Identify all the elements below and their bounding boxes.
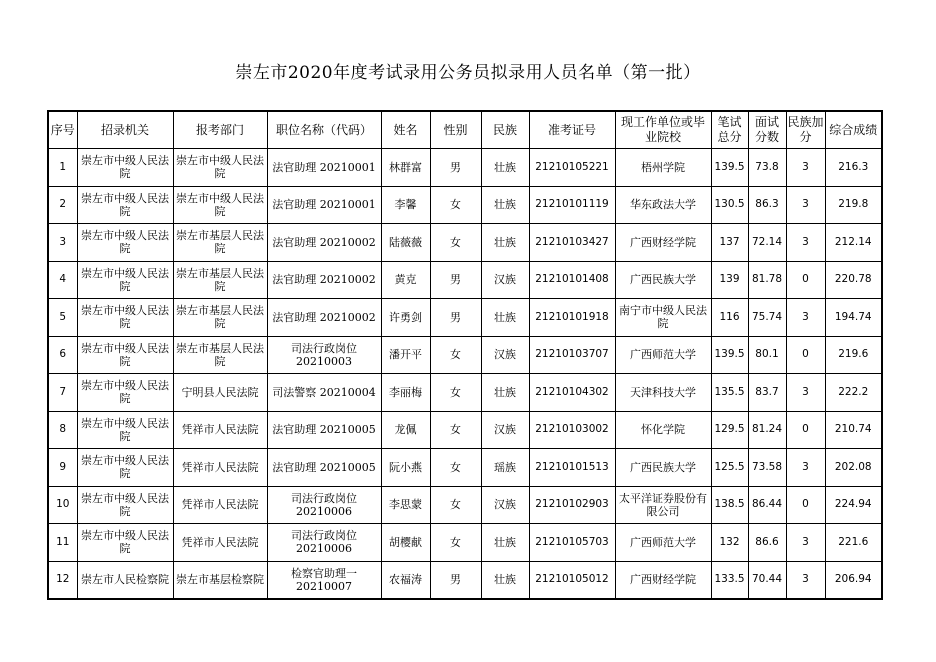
cell-index: 1	[48, 149, 77, 187]
cell-agency: 崇左市中级人民法院	[77, 524, 173, 562]
cell-name: 李丽梅	[381, 374, 430, 412]
cell-department: 凭祥市人民法院	[173, 524, 267, 562]
cell-exam-id: 21210105012	[529, 561, 615, 599]
cell-interview-score: 81.24	[748, 411, 786, 449]
cell-index: 9	[48, 449, 77, 487]
cell-ethnic-bonus: 0	[786, 486, 825, 524]
table-row	[48, 336, 882, 374]
cell-written-score: 139.5	[711, 149, 748, 187]
cell-position: 法官助理 20210001	[267, 149, 381, 187]
cell-gender: 男	[430, 149, 481, 187]
cell-index: 2	[48, 186, 77, 224]
cell-ethnicity: 壮族	[481, 149, 529, 187]
cell-position: 检察官助理一 20210007	[267, 561, 381, 599]
cell-interview-score: 86.6	[748, 524, 786, 562]
cell-index: 6	[48, 336, 77, 374]
cell-exam-id: 21210103002	[529, 411, 615, 449]
applicant-table	[47, 110, 883, 600]
cell-ethnicity: 汉族	[481, 486, 529, 524]
cell-total-score: 202.08	[825, 449, 882, 487]
cell-written-score: 138.5	[711, 486, 748, 524]
cell-school: 广西财经学院	[615, 561, 711, 599]
cell-department: 宁明县人民法院	[173, 374, 267, 412]
cell-total-score: 219.8	[825, 186, 882, 224]
col-header-ethnicity: 民族	[481, 111, 529, 149]
cell-interview-score: 72.14	[748, 224, 786, 262]
cell-exam-id: 21210105703	[529, 524, 615, 562]
cell-ethnicity: 汉族	[481, 261, 529, 299]
cell-interview-score: 80.1	[748, 336, 786, 374]
cell-department: 崇左市中级人民法院	[173, 186, 267, 224]
col-header-exam-id: 准考证号	[529, 111, 615, 149]
cell-agency: 崇左市中级人民法院	[77, 186, 173, 224]
cell-written-score: 129.5	[711, 411, 748, 449]
cell-exam-id: 21210101119	[529, 186, 615, 224]
col-header-index: 序号	[48, 111, 77, 149]
cell-position: 法官助理 20210001	[267, 186, 381, 224]
cell-name: 胡樱献	[381, 524, 430, 562]
cell-total-score: 220.78	[825, 261, 882, 299]
cell-school: 广西民族大学	[615, 261, 711, 299]
cell-school: 梧州学院	[615, 149, 711, 187]
table-row	[48, 411, 882, 449]
table-row	[48, 449, 882, 487]
cell-school: 华东政法大学	[615, 186, 711, 224]
cell-agency: 崇左市中级人民法院	[77, 299, 173, 337]
cell-department: 崇左市基层人民法院	[173, 336, 267, 374]
cell-ethnic-bonus: 0	[786, 411, 825, 449]
cell-interview-score: 86.3	[748, 186, 786, 224]
col-header-school: 现工作单位或毕业院校	[615, 111, 711, 149]
cell-ethnicity: 瑶族	[481, 449, 529, 487]
cell-school: 怀化学院	[615, 411, 711, 449]
cell-agency: 崇左市中级人民法院	[77, 374, 173, 412]
cell-interview-score: 86.44	[748, 486, 786, 524]
cell-gender: 女	[430, 224, 481, 262]
col-header-total-score: 综合成绩	[825, 111, 882, 149]
cell-total-score: 221.6	[825, 524, 882, 562]
cell-ethnicity: 壮族	[481, 186, 529, 224]
cell-ethnic-bonus: 3	[786, 374, 825, 412]
table-row	[48, 561, 882, 599]
table-row	[48, 486, 882, 524]
cell-gender: 男	[430, 261, 481, 299]
cell-department: 崇左市基层人民法院	[173, 224, 267, 262]
cell-gender: 女	[430, 411, 481, 449]
cell-position: 法官助理 20210002	[267, 299, 381, 337]
table-row	[48, 374, 882, 412]
cell-written-score: 133.5	[711, 561, 748, 599]
cell-interview-score: 73.58	[748, 449, 786, 487]
cell-total-score: 206.94	[825, 561, 882, 599]
cell-written-score: 132	[711, 524, 748, 562]
cell-gender: 女	[430, 524, 481, 562]
cell-gender: 女	[430, 449, 481, 487]
cell-index: 12	[48, 561, 77, 599]
cell-school: 广西师范大学	[615, 336, 711, 374]
cell-ethnic-bonus: 3	[786, 524, 825, 562]
table-header-row	[48, 111, 882, 149]
cell-exam-id: 21210101513	[529, 449, 615, 487]
col-header-agency: 招录机关	[77, 111, 173, 149]
cell-written-score: 135.5	[711, 374, 748, 412]
cell-name: 许勇剑	[381, 299, 430, 337]
cell-department: 凭祥市人民法院	[173, 411, 267, 449]
col-header-position: 职位名称（代码）	[267, 111, 381, 149]
cell-index: 3	[48, 224, 77, 262]
cell-name: 阮小燕	[381, 449, 430, 487]
cell-name: 陆薇薇	[381, 224, 430, 262]
cell-ethnicity: 壮族	[481, 561, 529, 599]
cell-index: 7	[48, 374, 77, 412]
cell-index: 4	[48, 261, 77, 299]
cell-interview-score: 70.44	[748, 561, 786, 599]
table-row	[48, 524, 882, 562]
cell-gender: 女	[430, 336, 481, 374]
cell-exam-id: 21210104302	[529, 374, 615, 412]
cell-agency: 崇左市中级人民法院	[77, 449, 173, 487]
cell-name: 黄克	[381, 261, 430, 299]
cell-department: 凭祥市人民法院	[173, 486, 267, 524]
cell-interview-score: 83.7	[748, 374, 786, 412]
document-title: 崇左市2020年度考试录用公务员拟录用人员名单（第一批）	[235, 63, 701, 83]
cell-name: 龙佩	[381, 411, 430, 449]
cell-total-score: 219.6	[825, 336, 882, 374]
cell-position: 司法警察 20210004	[267, 374, 381, 412]
cell-name: 潘开平	[381, 336, 430, 374]
cell-ethnic-bonus: 0	[786, 261, 825, 299]
cell-ethnicity: 壮族	[481, 224, 529, 262]
cell-gender: 男	[430, 299, 481, 337]
cell-ethnicity: 汉族	[481, 336, 529, 374]
cell-position: 司法行政岗位 20210006	[267, 486, 381, 524]
table-row	[48, 224, 882, 262]
cell-department: 崇左市基层人民法院	[173, 261, 267, 299]
cell-gender: 女	[430, 374, 481, 412]
cell-written-score: 130.5	[711, 186, 748, 224]
cell-position: 司法行政岗位 20210006	[267, 524, 381, 562]
cell-written-score: 125.5	[711, 449, 748, 487]
cell-school: 天津科技大学	[615, 374, 711, 412]
cell-gender: 女	[430, 486, 481, 524]
col-header-name: 姓名	[381, 111, 430, 149]
cell-interview-score: 73.8	[748, 149, 786, 187]
cell-written-score: 139	[711, 261, 748, 299]
cell-agency: 崇左市中级人民法院	[77, 224, 173, 262]
cell-department: 崇左市基层人民法院	[173, 299, 267, 337]
cell-exam-id: 21210103707	[529, 336, 615, 374]
cell-index: 8	[48, 411, 77, 449]
cell-ethnic-bonus: 3	[786, 449, 825, 487]
cell-agency: 崇左市中级人民法院	[77, 411, 173, 449]
cell-total-score: 224.94	[825, 486, 882, 524]
cell-ethnic-bonus: 3	[786, 149, 825, 187]
cell-department: 崇左市基层检察院	[173, 561, 267, 599]
cell-exam-id: 21210103427	[529, 224, 615, 262]
cell-position: 法官助理 20210005	[267, 449, 381, 487]
table-row	[48, 299, 882, 337]
cell-total-score: 212.14	[825, 224, 882, 262]
cell-position: 法官助理 20210002	[267, 261, 381, 299]
col-header-interview-score: 面试分数	[748, 111, 786, 149]
cell-agency: 崇左市中级人民法院	[77, 336, 173, 374]
cell-exam-id: 21210105221	[529, 149, 615, 187]
table-body	[48, 149, 882, 600]
cell-school: 广西民族大学	[615, 449, 711, 487]
cell-ethnic-bonus: 0	[786, 336, 825, 374]
cell-department: 崇左市中级人民法院	[173, 149, 267, 187]
cell-written-score: 116	[711, 299, 748, 337]
cell-total-score: 194.74	[825, 299, 882, 337]
cell-department: 凭祥市人民法院	[173, 449, 267, 487]
cell-written-score: 137	[711, 224, 748, 262]
cell-total-score: 216.3	[825, 149, 882, 187]
cell-exam-id: 21210102903	[529, 486, 615, 524]
table-row	[48, 149, 882, 187]
cell-ethnicity: 汉族	[481, 411, 529, 449]
cell-ethnicity: 壮族	[481, 374, 529, 412]
cell-ethnicity: 壮族	[481, 524, 529, 562]
table-row	[48, 186, 882, 224]
cell-agency: 崇左市人民检察院	[77, 561, 173, 599]
cell-ethnic-bonus: 3	[786, 186, 825, 224]
cell-ethnicity: 壮族	[481, 299, 529, 337]
cell-name: 李馨	[381, 186, 430, 224]
cell-total-score: 210.74	[825, 411, 882, 449]
cell-school: 南宁市中级人民法院	[615, 299, 711, 337]
cell-interview-score: 81.78	[748, 261, 786, 299]
cell-position: 司法行政岗位 20210003	[267, 336, 381, 374]
col-header-gender: 性别	[430, 111, 481, 149]
cell-name: 林群富	[381, 149, 430, 187]
cell-name: 李思蒙	[381, 486, 430, 524]
cell-exam-id: 21210101918	[529, 299, 615, 337]
cell-school: 广西师范大学	[615, 524, 711, 562]
cell-agency: 崇左市中级人民法院	[77, 486, 173, 524]
cell-agency: 崇左市中级人民法院	[77, 149, 173, 187]
cell-school: 广西财经学院	[615, 224, 711, 262]
table-row	[48, 261, 882, 299]
cell-ethnic-bonus: 3	[786, 224, 825, 262]
cell-interview-score: 75.74	[748, 299, 786, 337]
col-header-ethnic-bonus: 民族加分	[786, 111, 825, 149]
cell-ethnic-bonus: 3	[786, 561, 825, 599]
cell-position: 法官助理 20210002	[267, 224, 381, 262]
cell-agency: 崇左市中级人民法院	[77, 261, 173, 299]
cell-school: 太平洋证券股份有限公司	[615, 486, 711, 524]
cell-exam-id: 21210101408	[529, 261, 615, 299]
cell-index: 11	[48, 524, 77, 562]
col-header-department: 报考部门	[173, 111, 267, 149]
cell-ethnic-bonus: 3	[786, 299, 825, 337]
cell-position: 法官助理 20210005	[267, 411, 381, 449]
cell-written-score: 139.5	[711, 336, 748, 374]
cell-gender: 男	[430, 561, 481, 599]
cell-name: 农福涛	[381, 561, 430, 599]
col-header-written-score: 笔试总分	[711, 111, 748, 149]
cell-index: 10	[48, 486, 77, 524]
cell-gender: 女	[430, 186, 481, 224]
cell-index: 5	[48, 299, 77, 337]
cell-total-score: 222.2	[825, 374, 882, 412]
